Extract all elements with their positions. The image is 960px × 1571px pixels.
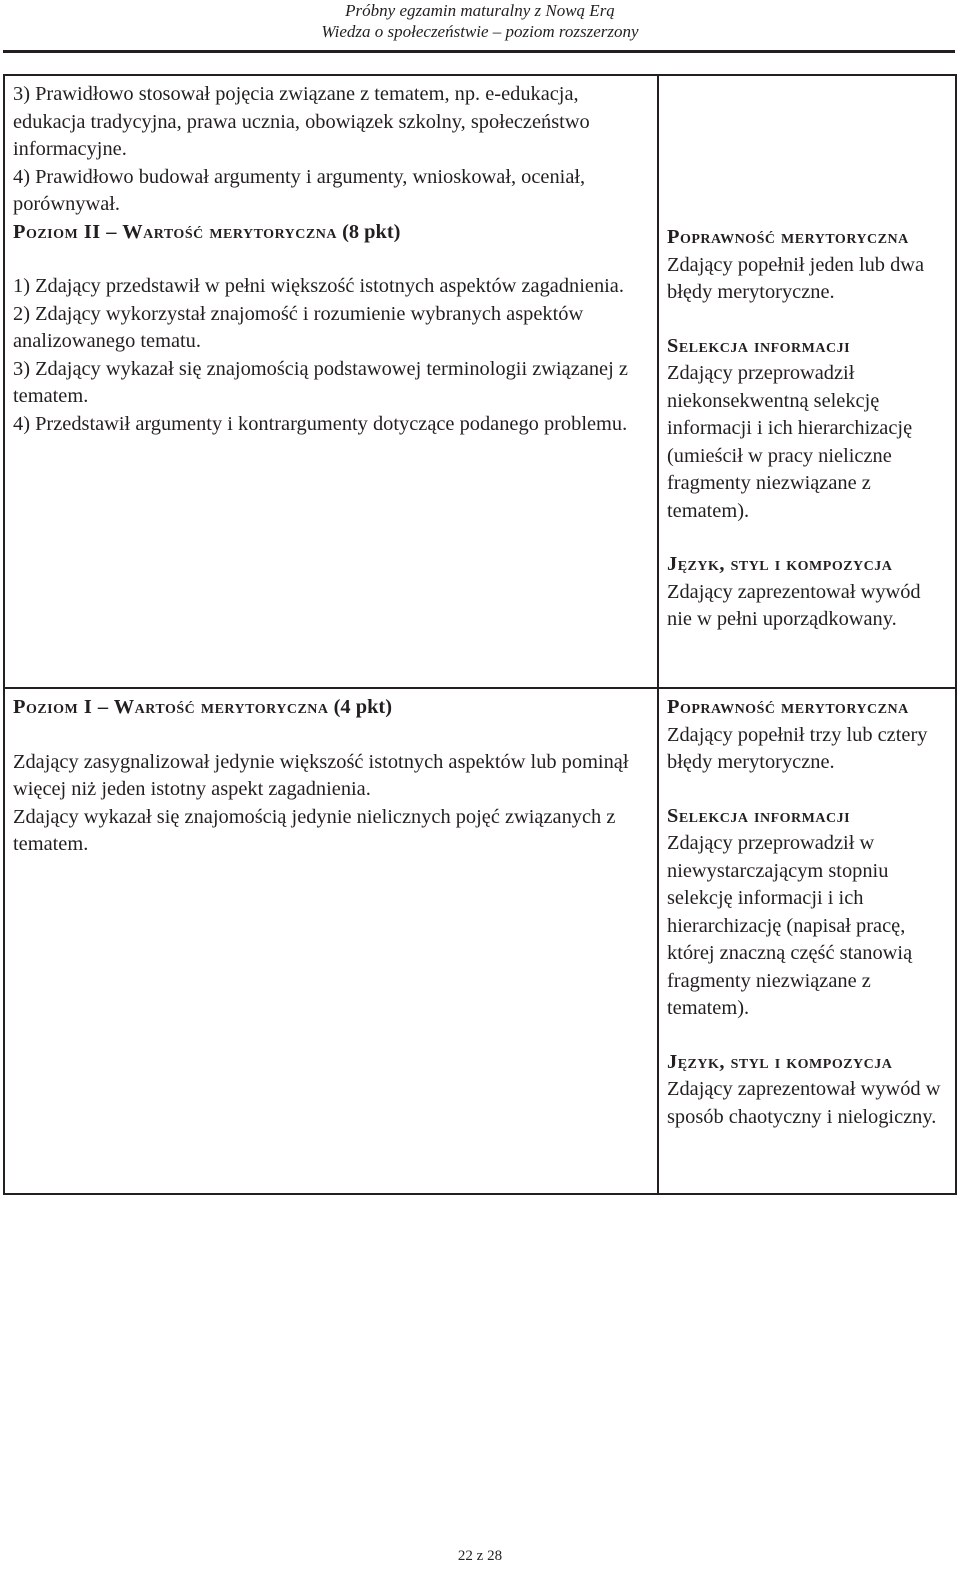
spacer xyxy=(13,246,649,273)
criterion-text: 1) Zdający przedstawił w pełni większość istotnych aspektów zagadnienia. xyxy=(13,275,624,297)
assessment-text: Zdający popełnił jeden lub dwa błędy merytoryczne. xyxy=(667,253,925,303)
level-heading-label: Poziom II – Wartość merytoryczna xyxy=(13,220,337,243)
criterion-text: 3) Prawidłowo stosował pojęcia związane z tematem, np. e-edukacja, edukacja tradycyjna, prawa ucznia, obowiązek szkolny, społeczeństwo informacyjne. xyxy=(13,83,590,160)
assessment-text: Zdający przeprowadził w niewystarczającym stopniu selekcję informacji i ich hierarchizację (napisał pracę, której znaczną część stanowią fragmenty niezwiązane z tematem). xyxy=(667,832,913,1019)
spacer xyxy=(13,722,649,749)
header-subject: Wiedza o społeczeństwie – poziom rozszerzony xyxy=(321,22,639,41)
spacer xyxy=(667,307,947,333)
assessment-text: Zdający popełnił trzy lub cztery błędy merytoryczne. xyxy=(667,723,928,773)
page-header xyxy=(0,0,960,52)
criteria-cell-level-2 xyxy=(4,75,658,688)
assessment-heading: Selekcja informacji xyxy=(667,804,851,827)
table-row-level-2 xyxy=(4,75,956,688)
page-number: 22 z 28 xyxy=(457,1548,503,1564)
criterion-text: Zdający zasygnalizował jedynie większość istotnych aspektów lub pominął więcej niż jeden istotny aspekt zagadnienia. xyxy=(13,750,629,800)
assessment-heading: Selekcja informacji xyxy=(667,334,851,357)
assessment-text: Zdający zaprezentował wywód nie w pełni uporządkowany. xyxy=(667,580,921,630)
assessment-text: Zdający zaprezentował wywód w sposób chaotyczny i nielogiczny. xyxy=(667,1078,941,1128)
level-heading-points: (4 pkt) xyxy=(333,696,392,718)
level-heading-points: (8 pkt) xyxy=(342,220,401,243)
assessment-heading: Poprawność merytoryczna xyxy=(667,696,909,718)
criteria-cell-level-1 xyxy=(4,688,658,1194)
criterion-text: Zdający wykazał się znajomością jedynie nielicznych pojęć związanych z tematem. xyxy=(13,805,616,855)
assessment-heading: Język, styl i kompozycja xyxy=(667,553,893,575)
header-divider xyxy=(3,50,955,53)
criterion-text: 2) Zdający wykorzystał znajomość i rozumienie wybranych aspektów analizowanego tematu. xyxy=(13,302,584,352)
spacer xyxy=(667,525,947,551)
criterion-text: 4) Przedstawił argumenty i kontrargumenty dotyczące podanego problemu. xyxy=(13,412,628,435)
scoring-table xyxy=(3,74,957,1195)
table-row-level-1 xyxy=(4,688,956,1194)
assessment-cell-level-2 xyxy=(658,75,956,688)
level-heading xyxy=(13,694,649,722)
criterion-text: 4) Prawidłowo budował argumenty i argumenty, wnioskował, oceniał, porównywał. xyxy=(13,165,586,215)
level-heading xyxy=(13,219,649,247)
level-heading-label: Poziom I – Wartość merytoryczna xyxy=(13,696,329,718)
assessment-heading: Język, styl i kompozycja xyxy=(667,1050,893,1073)
assessment-text: Zdający przeprowadził niekonsekwentną selekcję informacji i ich hierarchizację (umieścił w pracy nieliczne fragmenty niezwiązane z tematem). xyxy=(667,362,913,522)
spacer xyxy=(667,777,947,803)
criterion-text: 3) Zdający wykazał się znajomością podstawowej terminologii związanej z tematem. xyxy=(13,357,628,407)
header-exam-title: Próbny egzamin maturalny z Nową Erą xyxy=(345,1,615,20)
assessment-cell-level-1 xyxy=(658,688,956,1194)
assessment-heading: Poprawność merytoryczna xyxy=(667,226,909,248)
spacer xyxy=(667,1023,947,1049)
